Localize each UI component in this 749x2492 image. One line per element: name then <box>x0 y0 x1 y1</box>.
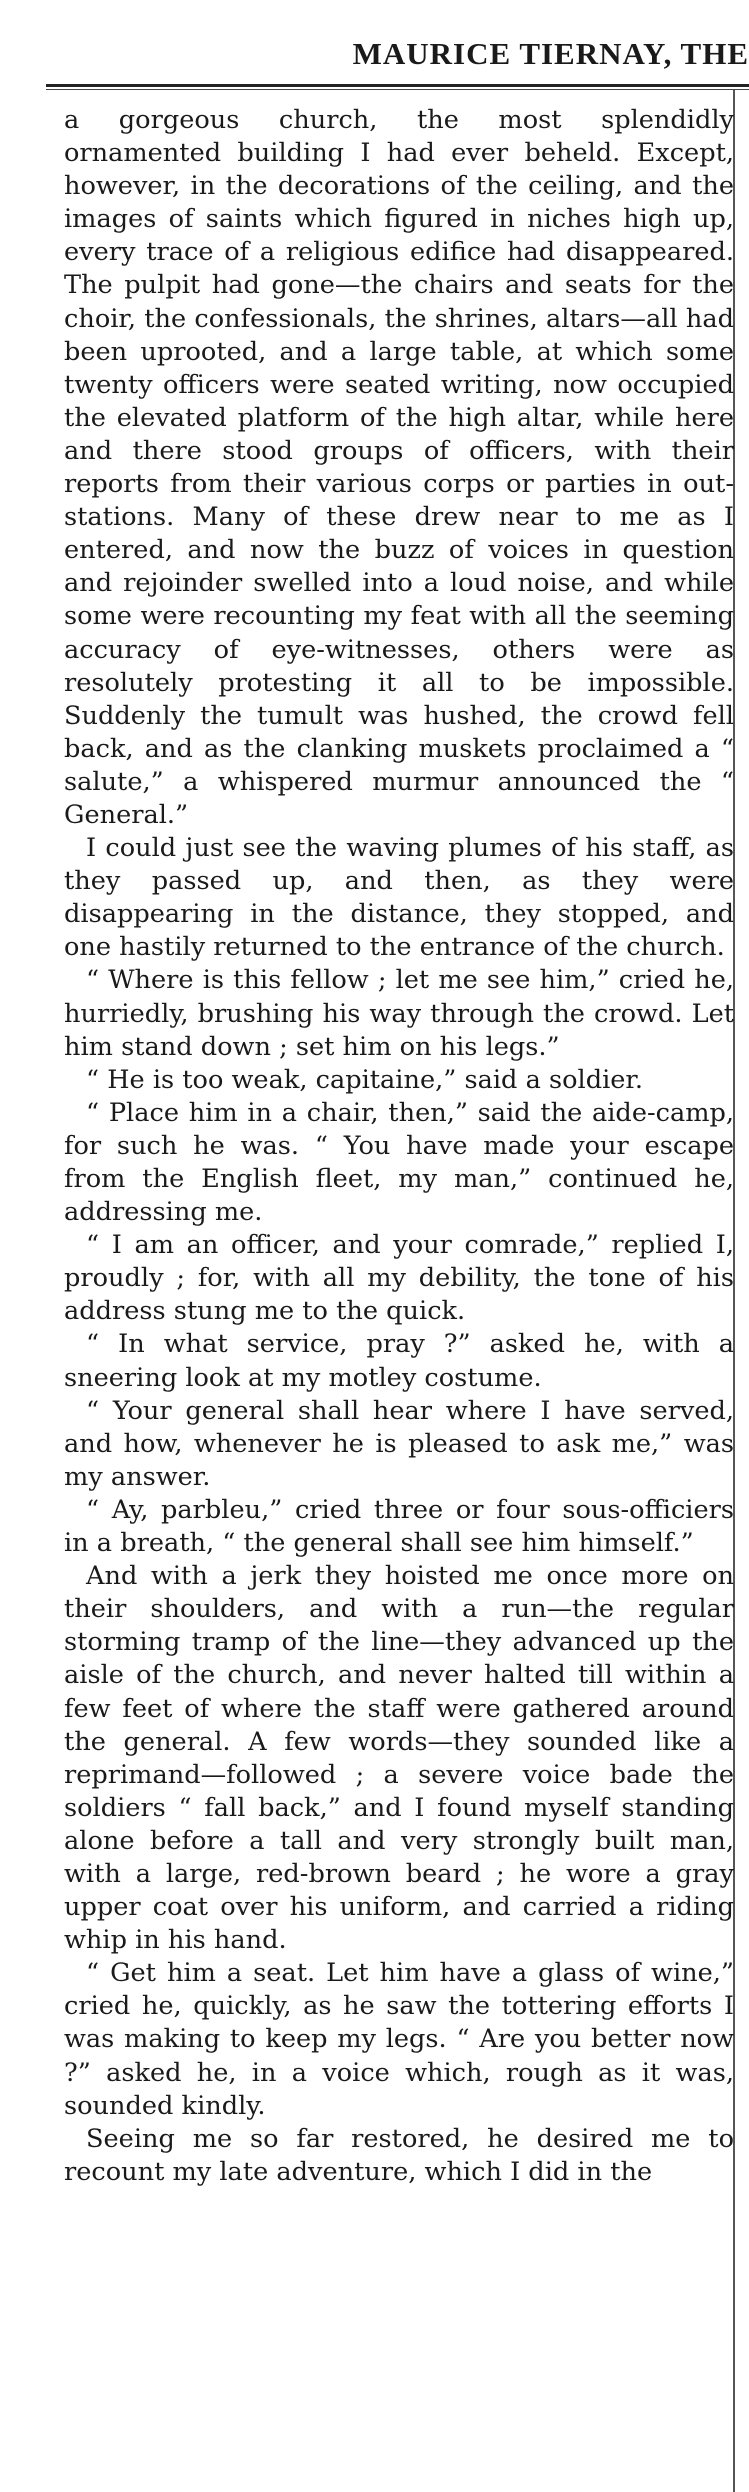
paragraph-11: “ Get him a seat. Let him have a glass of wine,” cried he, quickly, as he saw the tottering efforts I was making to keep my legs. “ Are you better now ?” asked he, in a voice which, rough as it was, sounded kindly. <box>64 1958 734 2121</box>
header-rule-thin <box>46 89 749 90</box>
paragraph-5: “ Place him in a chair, then,” said the aide-camp, for such he was. “ You have made your escape from the English fleet, my man,” continued he, addressing me. <box>64 1097 734 1228</box>
header-rule <box>46 84 749 87</box>
text-column <box>64 104 734 2484</box>
paragraph-8: “ Your general shall hear where I have served, and how, whenever he is pleased to ask me,” was my answer. <box>64 1395 734 1492</box>
paragraph-10: And with a jerk they hoisted me once more on their shoulders, and with a run—the regular storming tramp of the line—they advanced up the aisle of the church, and never halted till within a few feet of where the staff were gathered around the general. A few words—they sounded like a reprimand—followed ; a severe voice bade the soldiers “ fall back,” and I found myself standing alone before a tall and very strongly built man, with a large, red-brown beard ; he wore a gray upper coat over his uniform, and carried a riding whip in his hand. <box>64 1561 734 1956</box>
paragraph-4: “ He is too weak, capitaine,” said a soldier. <box>86 1064 643 1095</box>
running-head: MAURICE TIERNAY, THE <box>352 36 749 71</box>
paragraph-12: Seeing me so far restored, he desired me to recount my late adventure, which I did in the <box>64 2123 734 2187</box>
paragraph-3: “ Where is this fellow ; let me see him,” cried he, hurriedly, brushing his way through the crowd. Let him stand down ; set him on his legs.” <box>64 965 734 1062</box>
paragraph-9: “ Ay, parbleu,” cried three or four sous-officiers in a breath, “ the general shall see him himself.” <box>64 1494 734 1559</box>
paragraph-7: “ In what service, pray ?” asked he, with a sneering look at my motley costume. <box>64 1329 734 1393</box>
paragraph-1: a gorgeous church, the most splendidly ornamented building I had ever beheld. Except, however, in the decorations of the ceiling, and the images of saints which figured in niches high up, every trace of a religious edifice had disappeared. The pulpit had gone—the chairs and seats for the choir, the confessionals, the shrines, altars—all had been uprooted, and a large table, at which some twenty officers were seated writing, now occupied the elevated platform of the high altar, while here and there stood groups of officers, with their reports from their various corps or parties in out-stations. Many of these drew near to me as I entered, and now the buzz of voices in question and rejoinder swelled into a loud noise, and while some were recounting my feat with all the seeming accuracy of eye-witnesses, others were as resolutely protesting it all to be impossible. Suddenly the tumult was hushed, the crowd fell back, and as the clanking muskets proclaimed a “ salute,” a whispered murmur announced the “ General.” <box>64 105 734 830</box>
paragraph-2: I could just see the waving plumes of his staff, as they passed up, and then, as they were disappearing in the distance, they stopped, and one hastily returned to the entrance of the church. <box>64 833 734 963</box>
paragraph-6: “ I am an officer, and your comrade,” replied I, proudly ; for, with all my debility, the tone of his address stung me to the quick. <box>64 1230 734 1327</box>
